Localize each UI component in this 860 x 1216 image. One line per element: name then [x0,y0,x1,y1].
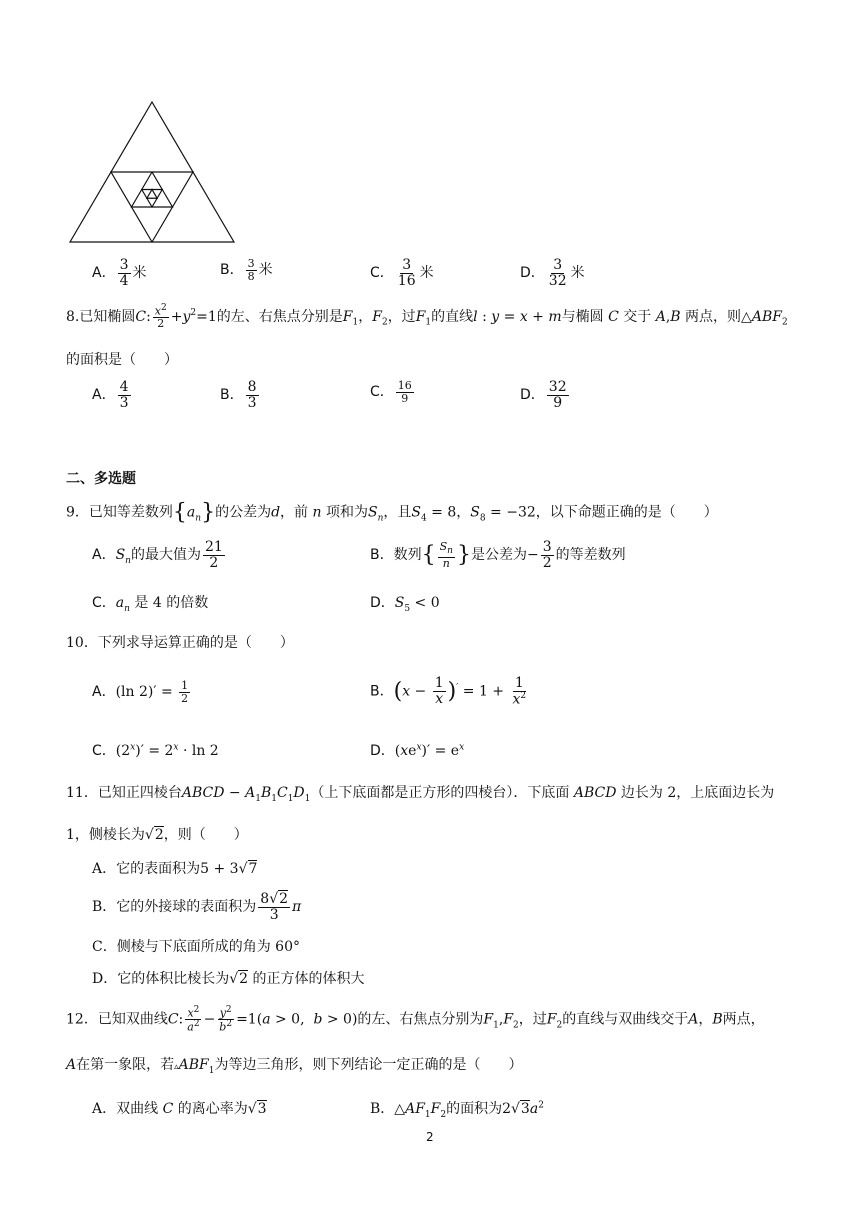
q10-option-b[interactable]: B．(x − $\frac{1}{x}$ )′ = 1 + $\frac{1}{x^2}$ [370,675,527,708]
q10-option-c[interactable]: C．$(2^x)' = 2^x \cdot \ln 2$ [92,742,219,759]
q11-option-c[interactable]: C．侧棱与下底面所成的角为 60° [92,939,300,955]
q9-option-b[interactable]: B．数列{ $\frac{S_n}{n}$ }是公差为− $\frac{3}{2}$ 的等差数列 [370,539,626,571]
q10-stem: 10．下列求导运算正确的是（ ） [66,635,294,651]
q7-option-a[interactable]: A． $\frac{3}{4}$ 米 [92,257,147,289]
q12-option-b[interactable]: B．$\triangle AF_1F_2$的面积为$2√3a^2$ [370,1100,544,1120]
q12-stem-line2: A在第一象限，若$▵ABF_1$为等边三角形，则下列结论一定正确的是（ ） [66,1057,523,1076]
q8-stem: 8.已知椭圆C: $\frac{x^2}{2}$ $+y^2=1$的左、右焦点分别是$F_1$，$F_2$，过$F_1$的直线l : y = x + m与椭圆 C 交于 A,B 两点，则$\triangle ABF_2$ [66,303,788,331]
q12-stem: 12．已知双曲线C: $\frac{x^2}{a^2}$ − $\frac{y^2}{b^2}$ =1(a > 0, b > 0)的左、右焦点分别为$F_1,F_2$，过$F_2$的直线与双曲线交于A，B两点， [66,1005,765,1034]
q7-option-b[interactable]: B． $\frac{3}{8}$ 米 [220,257,273,283]
q8-option-a[interactable]: A． $\frac{4}{3}$ [92,379,129,411]
q9-option-a[interactable]: A．$S_n$的最大值为 $\frac{21}{2}$ [92,539,223,571]
q7-option-d[interactable]: D． $\frac{3}{32}$ 米 [520,257,585,289]
section-heading-multi-choice: 二、多选题 [66,471,136,487]
q10-option-d[interactable]: D．$(xe^x)' = e^x$ [370,742,465,759]
q8-option-b[interactable]: B． $\frac{8}{3}$ [220,379,257,411]
q7-option-c[interactable]: C． $\frac{3}{16}$ 米 [370,257,434,289]
nested-triangles-figure [66,98,238,248]
q8-option-d[interactable]: D． $\frac{32}{9}$ [520,379,567,411]
q8-option-c[interactable]: C． $\frac{16}{9}$ [370,379,412,405]
q9-option-c[interactable]: C．$a_n$ 是 4 的倍数 [92,595,209,614]
q11-stem-line2: 1，侧棱长为√2，则（ ） [66,827,248,843]
q11-option-b[interactable]: B．它的外接球的表面积为 $\frac{8√2}{3}$ π [92,891,302,923]
q8-stem-line2: 的面积是（ ） [66,352,178,368]
page-number: 2 [426,1130,434,1144]
q10-option-a[interactable]: A．(ln 2)′ = $\frac{1}{2}$ [92,679,189,705]
q12-option-a[interactable]: A．双曲线 C 的离心率为√3 [92,1101,267,1117]
q11-option-a[interactable]: A．它的表面积为5 + 3√7 [92,861,258,877]
q11-stem: 11．已知正四棱台ABCD − $A_1B_1C_1D_1$（上下底面都是正方形的四棱台）．下底面 ABCD 边长为 2，上底面边长为 [66,785,775,804]
q11-option-d[interactable]: D．它的体积比棱长为√2 的正方体的体积大 [92,971,365,987]
q9-option-d[interactable]: D．$S_5 < 0$ [370,595,440,614]
q9-stem: 9．已知等差数列$\{a_n\}$的公差为d，前 n 项和为$S_n$，且$S_4 = 8$，$S_8 = -32$，以下命题正确的是（ ） [66,500,718,525]
